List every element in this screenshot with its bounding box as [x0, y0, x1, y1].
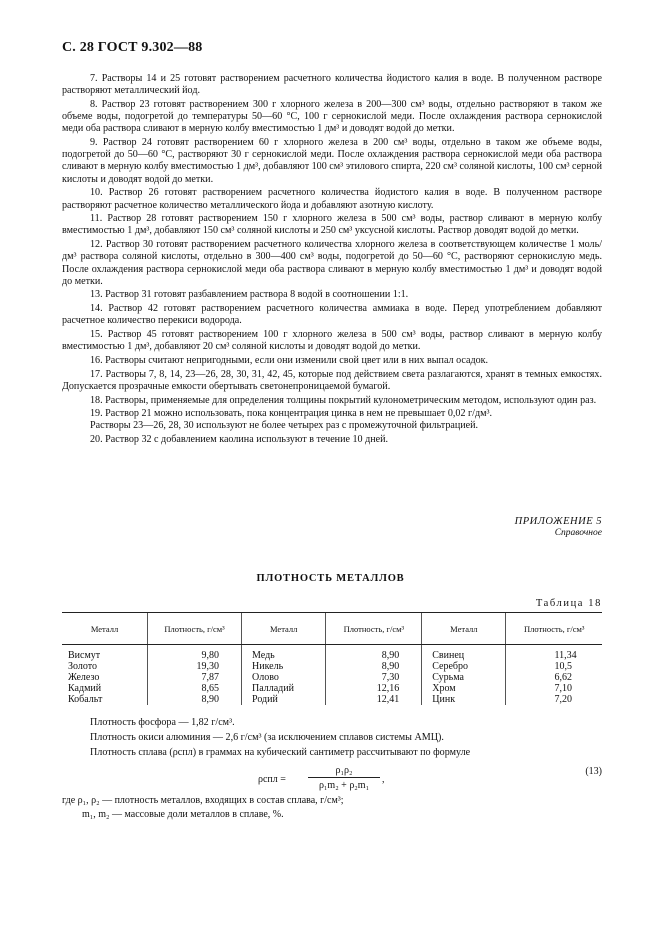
paragraph: 8. Раствор 23 готовят растворением 300 г хлорного железа в 200—300 см³ воды, отдельно растворяют в таком же объеме воды, подогретой до температуры 50—60 °С, 100 г сернокислой меди. После охлаждения раствора сернокислой меди оба раствора сливают в мерную колбу вместимостью 1 дм³ и доводят водой до метки. [62, 98, 602, 135]
note-line: Плотность сплава (ρспл) в граммах на кубический сантиметр рассчитывают по формуле [90, 747, 471, 758]
paragraph: 15. Раствор 45 готовят растворением 100 г хлорного железа в 500 см³ воды, раствор сливают в мерную колбу вместимостью 1 дм³, добавляют 20 см³ соляной кислоты и доводят водой до метки. [62, 329, 602, 353]
column-header: Металл [242, 613, 326, 645]
paragraph: 19. Раствор 21 можно использовать, пока концентрация цинка в нем не превышает 0,02 г/дм³. [90, 408, 493, 420]
density-cell: 9,80 [148, 645, 242, 662]
density-cell: 7,10 [506, 683, 602, 694]
note-line: Плотность фосфора — 1,82 г/см³. [90, 717, 235, 728]
density-cell: 19,30 [148, 661, 242, 672]
paragraph: 20. Раствор 32 с добавлением каолина используют в течение 10 дней. [90, 434, 389, 446]
appendix-subtitle: Справочное [554, 528, 602, 538]
formula-denominator: ρ₁m₂ + ρ₂m₁ [318, 780, 370, 791]
table-row [62, 694, 602, 705]
density-cell: 8,65 [148, 683, 242, 694]
metal-cell: Палладий [242, 683, 326, 694]
density-cell: 11,34 [506, 645, 602, 662]
density-cell: 6,62 [506, 672, 602, 683]
body-text [62, 73, 602, 448]
paragraph: 16. Растворы считают непригодными, если они изменили свой цвет или в них выпал осадок. [90, 354, 489, 366]
paragraph: 14. Раствор 42 готовят растворением расчетного количества аммиака в воде. Перед употреблением добавляют расчетное количество перекиси водорода. [62, 303, 602, 327]
paragraph: Растворы 23—26, 28, 30 используют не более четырех раз с промежуточной фильтрацией. [90, 420, 479, 432]
metal-cell: Свинец [422, 645, 506, 662]
column-header: Металл [62, 613, 148, 645]
paragraph: 12. Раствор 30 готовят растворением расчетного количества хлорного железа в соответствующем количестве 1 моль/дм³ раствора соляной кислоты, отдельно в 300—400 см³ воды, подогретой до 50—60 °С, растворяют сернокислую медь. После охлаждения раствора сернокислой меди оба раствора сливают в мерную колбу вместимостью 1 дм³ и доводят водой до метки. [62, 239, 602, 287]
paragraph: 9. Раствор 24 готовят растворением 60 г хлорного железа в 200 см³ воды, отдельно в таком же объеме воды, подогретой до 50—60 °С, растворяют 30 г сернокислой меди. После охлаждения раствора сернокислой меди оба раствора сливают в мерную колбу вместимостью 1 дм³, добавляют 100 см³ этилового спирта, 220 см³ соляной кислоты, 100 см³ серной кислоты и доводят водой до метки. [62, 137, 602, 185]
section-title: ПЛОТНОСТЬ МЕТАЛЛОВ [256, 573, 405, 584]
note-line: Плотность окиси алюминия — 2,6 г/см³ (за исключением сплавов системы АМЦ). [90, 732, 444, 743]
density-cell: 7,20 [506, 694, 602, 705]
legend-line: m₁, m₂ — массовые доли металлов в сплаве, %. [82, 809, 284, 820]
table-row [62, 672, 602, 683]
column-header: Плотность, г/см³ [326, 613, 422, 645]
column-header: Плотность, г/см³ [506, 613, 602, 645]
paragraph: 11. Раствор 28 готовят растворением 150 г хлорного железа в 500 см³ воды, раствор сливают в мерную колбу вместимостью 1 дм³, добавляют 150 см³ соляной кислоты и 250 см³ уксусной кислоты. Раствор доводят водой до метки. [62, 213, 602, 237]
metal-cell: Олово [242, 672, 326, 683]
table-row [62, 661, 602, 672]
formula-lhs: ρспл = [258, 774, 286, 785]
paragraph: 7. Растворы 14 и 25 готовят растворением расчетного количества йодистого калия в воде. В полученном растворе растворяют металлический йод. [62, 73, 602, 97]
table-label: Таблица 18 [535, 598, 602, 609]
paragraph: 17. Растворы 7, 8, 14, 23—26, 28, 30, 31, 42, 45, которые под действием света разлагаются, хранят в темных емкостях. Допускается прозрачные емкости обертывать светонепроницаемой бумагой. [62, 368, 602, 392]
density-cell: 12,16 [326, 683, 422, 694]
table-row [62, 683, 602, 694]
column-header: Металл [422, 613, 506, 645]
metal-cell: Медь [242, 645, 326, 662]
metal-cell: Сурьма [422, 672, 506, 683]
metal-cell: Кобальт [68, 694, 103, 705]
table-row [62, 645, 602, 662]
table-header-row [62, 613, 602, 645]
density-cell: 7,30 [326, 672, 422, 683]
density-cell: 8,90 [326, 661, 422, 672]
density-table [62, 612, 602, 705]
paragraph: 10. Раствор 26 готовят растворением расчетного количества йодистого калия в воде. В полученном растворе растворяют расчетное количество металлического йода и добавляют азотную кислоту. [62, 187, 602, 211]
formula-fraction [308, 765, 380, 791]
appendix-label [515, 516, 602, 538]
metal-cell: Никель [242, 661, 326, 672]
metal-cell: Золото [68, 661, 97, 672]
metal-cell: Родий [242, 694, 326, 705]
metal-cell: Висмут [68, 650, 101, 661]
metal-cell: Железо [68, 672, 100, 683]
density-cell: 10,5 [506, 661, 602, 672]
paragraph: 18. Растворы, применяемые для определения толщины покрытий кулонометрическим методом, используют один раз. [90, 394, 597, 406]
notes-block [90, 716, 470, 761]
page-header: С. 28 ГОСТ 9.302—88 [62, 40, 203, 55]
density-cell: 12,41 [326, 694, 422, 705]
metal-cell: Кадмий [68, 683, 102, 694]
formula-tail: , [382, 774, 385, 785]
metal-cell: Серебро [422, 661, 506, 672]
equation-number: (13) [585, 766, 602, 777]
density-cell: 8,90 [326, 645, 422, 662]
density-cell: 8,90 [148, 694, 242, 705]
formula-numerator: ρ₁ρ₂ [308, 765, 380, 778]
metal-cell: Хром [422, 683, 506, 694]
density-cell: 7,87 [148, 672, 242, 683]
appendix-title: ПРИЛОЖЕНИЕ 5 [514, 516, 602, 527]
paragraph: 13. Раствор 31 готовят разбавлением раствора 8 водой в соотношении 1:1. [90, 289, 409, 301]
formula-legend [62, 794, 344, 822]
metal-cell: Цинк [422, 694, 506, 705]
legend-line: где ρ₁, ρ₂ — плотность металлов, входящих в состав сплава, г/см³; [62, 795, 344, 806]
column-header: Плотность, г/см³ [148, 613, 242, 645]
